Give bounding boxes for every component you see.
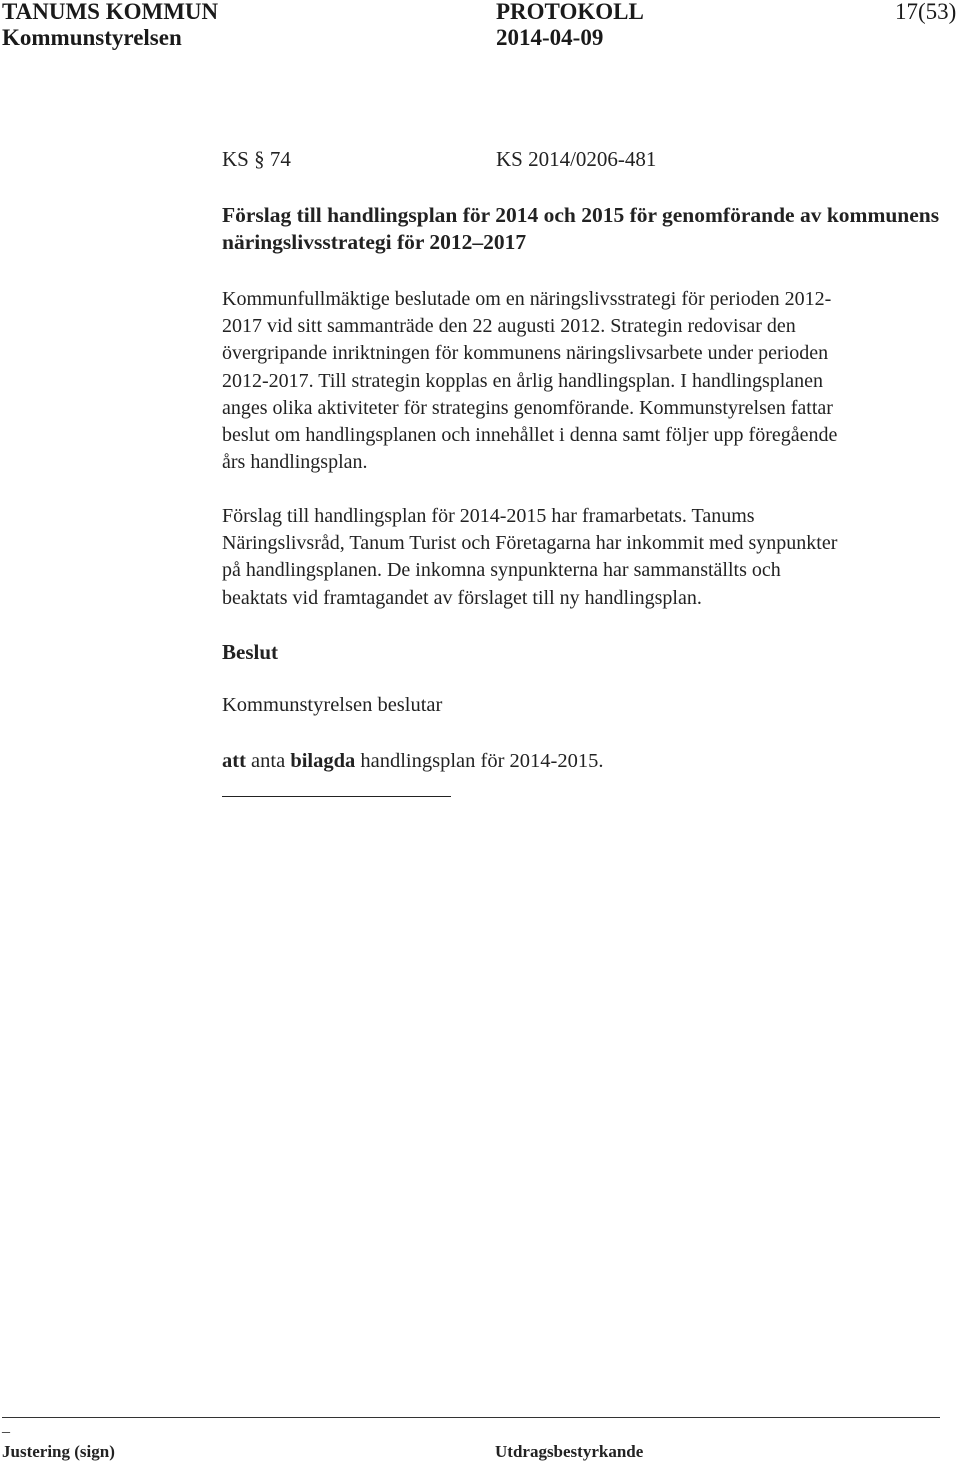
paragraph-line: Kommunfullmäktige beslutade om en näringslivsstrategi för perioden 2012- xyxy=(222,288,832,310)
paragraph-line: Förslag till handlingsplan för 2014-2015 har framarbetats. Tanums xyxy=(222,505,755,527)
decision-heading: Beslut xyxy=(222,640,279,664)
paragraph-line: beslut om handlingsplanen och innehållet i denna samt följer upp föregående xyxy=(222,424,838,447)
paragraph-line: års handlingsplan. xyxy=(222,451,368,474)
page-number: 17(53) xyxy=(895,0,957,24)
page-title: Förslag till handlingsplan för 2014 och 2015 för genomförande av kommunens näringslivsstrategi för 2012–2017 xyxy=(222,203,940,254)
header-date: 2014-04-09 xyxy=(496,25,604,50)
header-organization: TANUMS KOMMUN xyxy=(2,0,219,24)
footer-divider xyxy=(2,1417,940,1418)
body-paragraph xyxy=(222,503,947,612)
case-id: KS 2014/0206-481 xyxy=(496,147,657,171)
paragraph-line: övergripande inriktningen för kommunens näringslivsarbete under perioden xyxy=(222,342,829,365)
decision-text: anta xyxy=(245,750,291,772)
header-body: Kommunstyrelsen xyxy=(2,25,182,50)
decision-keyword: att xyxy=(222,750,246,772)
paragraph-line: beaktats vid framtagandet av förslaget till ny handlingsplan. xyxy=(222,586,702,609)
decision-divider xyxy=(222,796,451,797)
paragraph-line: anges olika aktiviteter för strategins genomförande. Kommunstyrelsen fattar xyxy=(222,396,833,419)
paragraph-line: 2017 vid sitt sammanträde den 22 augusti 2012. Strategin redovisar den xyxy=(222,315,796,338)
paragraph-line: Näringslivsråd, Tanum Turist och Företagarna har inkommit med synpunkter xyxy=(222,532,838,555)
paragraph-line: på handlingsplanen. De inkomna synpunkterna har sammanställts och xyxy=(222,559,781,582)
paragraph-line: 2012-2017. Till strategin kopplas en årlig handlingsplan. I handlingsplanen xyxy=(222,369,824,392)
body-paragraph xyxy=(222,286,947,476)
decision-text: handlingsplan för 2014-2015. xyxy=(355,750,604,772)
footer-utdrag-label: Utdragsbestyrkande xyxy=(495,1442,644,1461)
decision-keyword: bilagda xyxy=(290,750,356,772)
footer-tick: _ xyxy=(2,1418,10,1435)
footer-justering-label: Justering (sign) xyxy=(2,1442,115,1461)
header-doc-type: PROTOKOLL xyxy=(496,0,644,24)
decision-intro: Kommunstyrelsen beslutar xyxy=(222,694,443,716)
case-paragraph-number: KS § 74 xyxy=(222,147,291,171)
decision-item xyxy=(222,748,604,774)
